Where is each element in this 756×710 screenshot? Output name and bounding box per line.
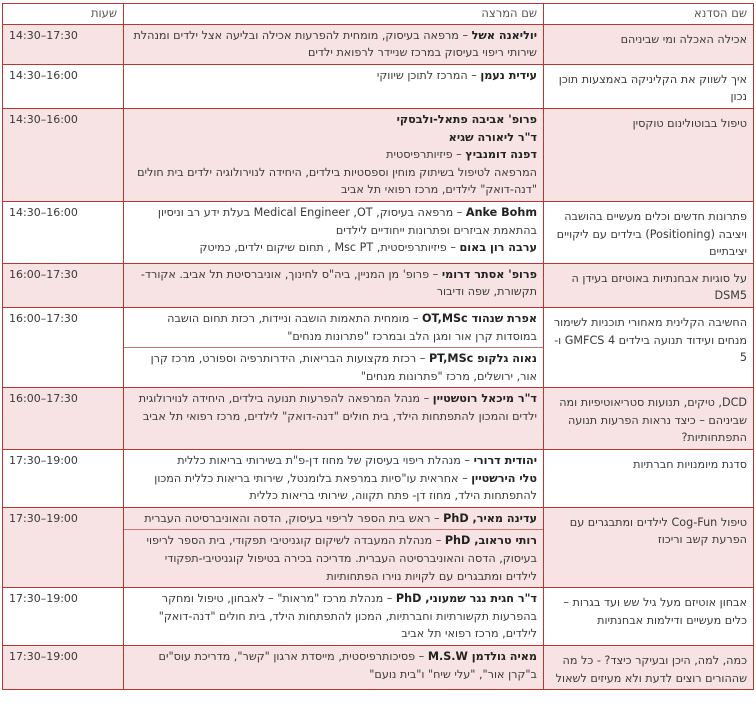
lecturer-name: ד"ר ליאורה שגיא <box>448 130 537 144</box>
lecturer-line <box>130 532 537 585</box>
session-time: 14:30–16:00 <box>3 108 124 201</box>
workshop-name: טיפול בבוטולינום טוקסין <box>544 108 754 201</box>
header-hours: שעות <box>3 4 124 25</box>
table-row <box>3 588 754 646</box>
session-time: 16:00–17:30 <box>3 388 124 450</box>
lecturer-description: – פרופ' מן המניין, ביה"ס לחינוך, אוניברסיטת תל אביב. אקורד- תקשורת, שפה ודיבור <box>140 267 537 299</box>
lecturer-description: – פיזיותרפיסטית, Msc PT , תחום שיקום ילדים, כמיטק <box>199 241 460 255</box>
lecturer-description: – מנהלת המעבדה לשיקום קוגניטיבי תפקודי, בית הספר לריפוי בעיסוק, הדסה והאוניברסיטה העברית. מדריכה בכירה בטיפול קוגניטיבי-תפקודי לילדים ומתבגרים עם לקויות נוירו הפתחותיות <box>146 534 537 583</box>
lecturer-name: אפרת שנהוד OT,MSc <box>422 311 537 325</box>
lecturer-line <box>130 310 537 345</box>
lecturer-description: – פסיכותרפיסטית, מייסדת ארגון "קשר", מדריכת עוס"ים ב"קרן אור", "עלי שיח" ו"בית נועם" <box>158 650 537 681</box>
lecturer-line <box>130 452 537 470</box>
table-row <box>3 201 754 263</box>
lecturer-cell <box>124 24 544 64</box>
lecturer-description: – מרפאה בעיסוק, מומחית להפרעות אכילה ובליעה אצל ילדים ומנהלת שירותי ריפוי בעיסוק במרכז שניידר לרפואת ילדים <box>133 28 537 60</box>
lecturer-description: – רכזת מקצועות הבריאות, הידרותרפיה וספורט, מרכז קרן אור, ירושלים, מרכז "פתרונות מנחים" <box>150 352 537 383</box>
session-time: 17:30–19:00 <box>3 450 124 508</box>
lecturer-name: רותי טראוב, PhD <box>444 534 537 548</box>
workshop-name: אבחון אוטיזם מעל גיל שש ועד בגרות – כלים מעשיים ודילמות אבחנתיות <box>544 588 754 646</box>
lecturer-cell <box>124 646 544 690</box>
workshop-name: DCD, טיקים, תנועות סטריאוטיפיות ומה שביניהם – כיצד נראות הפרעות תנועה התפתחותיות? <box>544 388 754 450</box>
table-row <box>3 263 754 307</box>
workshop-name: כמה, למה, היכן ובעיקר כיצד? - כל מה שההורים רוצים לדעת ולא מעיזים לשאול <box>544 646 754 690</box>
session-time: 14:30–17:30 <box>3 24 124 64</box>
lecturer-line <box>130 146 537 164</box>
header-row <box>3 4 754 25</box>
lecturer-cell <box>124 108 544 201</box>
lecturer-line <box>130 390 537 425</box>
lecturer-description: – מנהלת מרכז "מראות" – לאבחון, טיפול ומחקר בהפרעות תקשורתיות וחברתיות, המכון להתפתחות הילד, בית חולים "דנה-דואק" לילדים, מרכז רפואי תל אביב <box>158 592 537 641</box>
table-row <box>3 507 754 587</box>
session-time: 16:00–17:30 <box>3 263 124 307</box>
table-row <box>3 24 754 64</box>
lecturer-description: – מנהל המרפאה להפרעות תנועה בילדים, היחידה לנוירולוגית ילדים והמכון להתפתחות הילד, בית חולים "דנה-דואק" לילדים, מרכז רפואי תל אביב <box>138 392 537 423</box>
lecturer-cell <box>124 588 544 646</box>
lecturer-name: יהודית דרורי <box>473 454 537 468</box>
lecturer-description: – אחראית עו"סיות במרפאת בלומנטל, שירותי בריאות כללית המכון להתפתחות הילד, מחוז דן- פתח תקווה, שירותי בריאות כללית <box>154 471 537 503</box>
lecturer-line <box>130 164 537 199</box>
lecturer-cell <box>124 507 544 587</box>
lecturer-line <box>130 470 537 505</box>
lecturer-divider <box>124 347 543 348</box>
schedule-table <box>2 3 754 690</box>
lecturer-name: פרופ' אסתר דרומי <box>441 267 537 281</box>
session-time: 17:30–19:00 <box>3 588 124 646</box>
lecturer-line <box>130 27 537 62</box>
session-time: 17:30–19:00 <box>3 646 124 690</box>
lecturer-line <box>130 510 537 528</box>
workshop-name: איך לשווק את הקליניקה באמצעות תוכן נכון <box>544 64 754 108</box>
lecturer-cell <box>124 388 544 450</box>
lecturer-name: מאיה גולדמן M.S.W <box>427 650 537 663</box>
workshop-name: אכילה האכלה ומי שביניהם <box>544 24 754 64</box>
lecturer-cell <box>124 263 544 307</box>
table-row <box>3 388 754 450</box>
lecturer-name: Anke Bohm <box>465 205 537 219</box>
lecturer-cell <box>124 450 544 508</box>
table-row <box>3 64 754 108</box>
workshop-name: החשיבה הקלינית מאחורי תוכניות לשימור מנחים ועידוד תנועה בילדים GMFCS 4 ו- 5 <box>544 307 754 387</box>
workshop-name: על סוגיות אבחנתיות באוטיזם בעידן ה DSM5 <box>544 263 754 307</box>
lecturer-line <box>130 129 537 147</box>
lecturer-description: – מומחית התאמות הושבה וניידות, רכזת תחום הושבה במוסדות קרן אור ומגן הלב ובמרכז "פתרונות מנחים" <box>167 311 537 343</box>
table-row <box>3 450 754 508</box>
lecturer-name: טלי הירשטיין <box>471 471 537 485</box>
lecturer-description: – המרכז לתוכן שיווקי <box>376 68 481 82</box>
lecturer-description: – מנהלת ריפוי בעיסוק של מחוז דן-פ"ת בשירותי בריאות כללית <box>177 454 474 468</box>
lecturer-description: – פיזיותרפיסטית <box>386 148 466 162</box>
lecturer-name: יוליאנה אשל <box>471 28 537 42</box>
lecturer-name: ד"ר מיכאל רוטשטיין <box>432 392 537 406</box>
lecturer-name: פרופ' אביבה פתאל-ולבסקי <box>396 112 537 126</box>
table-row <box>3 646 754 690</box>
table-row <box>3 108 754 201</box>
lecturer-name: ד"ר חגית נגר שמעוני, PhD <box>395 592 537 606</box>
lecturer-description: המרפאה לטיפול בשיתוק מוחין וספסטיות בילדים, היחידה לנוירולוגיה ילדים בית חולים "דנה-דואק" לילדים, מרכז רפואי תל אביב <box>137 165 537 197</box>
lecturer-divider <box>124 529 543 530</box>
table-row <box>3 307 754 387</box>
lecturer-line <box>130 266 537 301</box>
session-time: 14:30–16:00 <box>3 201 124 263</box>
workshop-name: סדנת מיומנויות חברתיות <box>544 450 754 508</box>
lecturer-name: ערבה רון באום <box>459 241 537 255</box>
lecturer-name: דפנה דומנביץ <box>465 148 537 162</box>
workshop-name: פתרונות חדשים וכלים מעשיים בהושבה ויציבה (Positioning) בילדים עם ליקויים יציבתיים <box>544 201 754 263</box>
session-time: 17:30–19:00 <box>3 507 124 587</box>
lecturer-line <box>130 111 537 129</box>
lecturer-description: – מרפאה בעיסוק, Medical Engineer ,OT בעלת ידע רב וניסיון בהתאמת אביזרים ופתרונות ייחודיים לילדים <box>157 205 537 237</box>
session-time: 14:30–16:00 <box>3 64 124 108</box>
lecturer-line <box>130 239 537 257</box>
workshop-name: טיפול Cog-Fun לילדים ומתבגרים עם הפרעת קשב וריכוז <box>544 507 754 587</box>
lecturer-name: נאוה גלקופ PT,MSc <box>428 352 537 366</box>
session-time: 16:00–17:30 <box>3 307 124 387</box>
lecturer-line <box>130 204 537 239</box>
lecturer-line <box>130 648 537 683</box>
lecturer-line <box>130 590 537 643</box>
header-lecturer: שם המרצה <box>124 4 544 25</box>
lecturer-line <box>130 350 537 385</box>
lecturer-name: עדינה מאיר, PhD <box>443 511 537 525</box>
lecturer-cell <box>124 307 544 387</box>
lecturer-description: – ראש בית הספר לריפוי בעיסוק, הדסה והאוניברסיטה העברית <box>144 511 444 525</box>
lecturer-line <box>130 67 537 85</box>
lecturer-cell <box>124 64 544 108</box>
lecturer-cell <box>124 201 544 263</box>
lecturer-name: עידית נעמן <box>480 68 537 82</box>
header-workshop: שם הסדנא <box>544 4 754 25</box>
